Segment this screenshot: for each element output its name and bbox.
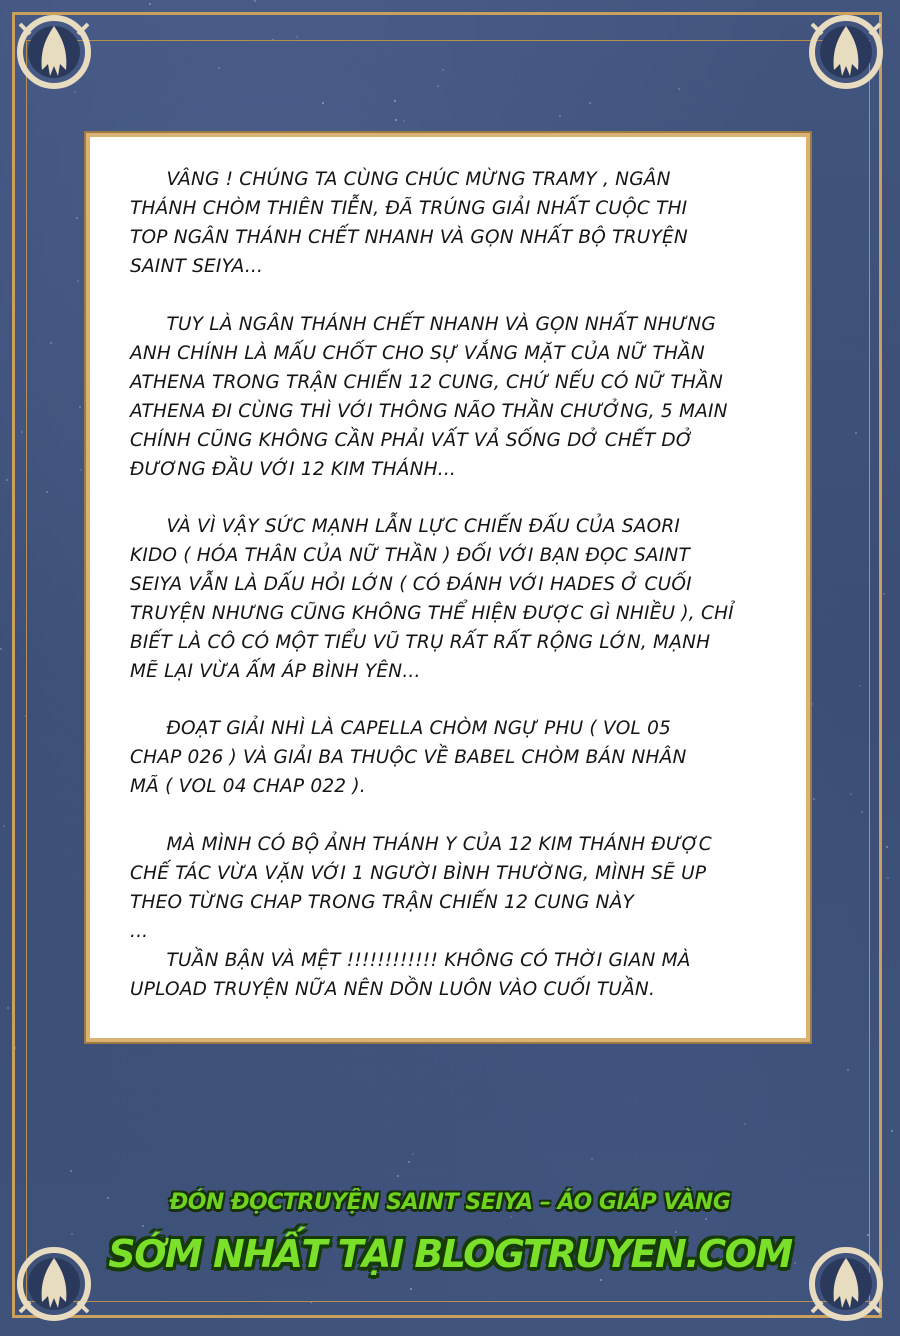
credit-tagline: ĐÓN ĐỌCTRUYỆN SAINT SEIYA – ÁO GIÁP VÀNG (169, 1190, 731, 1215)
paragraph-4: ĐOẠT GIẢI NHÌ LÀ CAPELLA CHÒM NGỰ PHU ( VOL 05 CHAP 026 ) VÀ GIẢI BA THUỘC VỀ BABEL CHÒM BÁN NHÂN MÃ ( VOL 04 CHAP 022 ). (130, 718, 687, 797)
star-dot (6, 479, 8, 481)
star-dot (3, 825, 5, 827)
paragraph-1: VÂNG ! CHÚNG TA CÙNG CHÚC MỪNG TRAMY , NGÂN THÁNH CHÒM THIÊN TIỄN, ĐÃ TRÚNG GIẢI NHẤT CUỘC THI TOP NGÂN THÁNH CHẾT NHANH VÀ GỌN NHẤT BỘ TRUYỆN SAINT SEIYA... (130, 169, 688, 277)
star-dot (7, 1007, 9, 1009)
star-dot (886, 846, 888, 848)
star-dot (891, 1130, 893, 1132)
star-dot (254, 0, 256, 2)
paragraph-5: MÀ MÌNH CÓ BỘ ẢNH THÁNH Y CỦA 12 KIM THÁNH ĐƯỢC CHẾ TÁC VỪA VẶN VỚI 1 NGƯỜI BÌNH THƯỜNG, MÌNH SẼ UP THEO TỪNG CHAP TRONG TRẬN CHIẾN 12 CUNG NÀY ... TUẦN BẬN VÀ MỆT !!!!!!!!!!!! KHÔNG CÓ THỜI GIAN MÀ UPLOAD TRUYỆN NỮA NÊN DỒN LUÔN VÀO CUỐI TUẦN. (130, 834, 712, 1000)
pegasus-emblem-icon (16, 4, 92, 100)
star-dot (0, 648, 2, 650)
paragraph-3: VÀ VÌ VẬY SỨC MẠNH LẪN LỰC CHIẾN ĐẤU CỦA SAORI KIDO ( HÓA THÂN CỦA NỮ THẦN ) ĐỐI VỚI BẠN ĐỌC SAINT SEIYA VẪN LÀ DẤU HỎI LỚN ( CÓ ĐÁNH VỚI HADES Ở CUỐI TRUYỆN NHƯNG CŨNG KHÔNG THỂ HIỆN ĐƯỢC GÌ NHIỀU ), CHỈ BIẾT LÀ CÔ CÓ MỘT TIỂU VŨ TRỤ RẤT RẤT RỘNG LỚN, MẠNH MẼ LẠI VỪA ẤM ÁP BÌNH YÊN... (130, 516, 734, 682)
pegasus-emblem-icon (808, 4, 884, 100)
star-dot (887, 877, 889, 879)
star-dot (149, 3, 151, 5)
credit-site-link[interactable]: SỚM NHẤT TẠI BLOGTRUYEN.COM (108, 1232, 792, 1276)
paragraph-2: TUY LÀ NGÂN THÁNH CHẾT NHANH VÀ GỌN NHẤT NHƯNG ANH CHÍNH LÀ MẤU CHỐT CHO SỰ VẮNG MẶT CỦA NỮ THẦN ATHENA TRONG TRẬN CHIẾN 12 CUNG, CHỨ NẾU CÓ NỮ THẦN ATHENA ĐI CÙNG THÌ VỚI THÔNG NÃO THẦN CHƯỞNG, 5 MAIN CHÍNH CŨNG KHÔNG CẦN PHẢI VẤT VẢ SỐNG DỞ CHẾT DỞ ĐƯƠNG ĐẦU VỚI 12 KIM THÁNH... (130, 314, 728, 480)
star-dot (883, 593, 885, 595)
text-panel (86, 133, 810, 1042)
